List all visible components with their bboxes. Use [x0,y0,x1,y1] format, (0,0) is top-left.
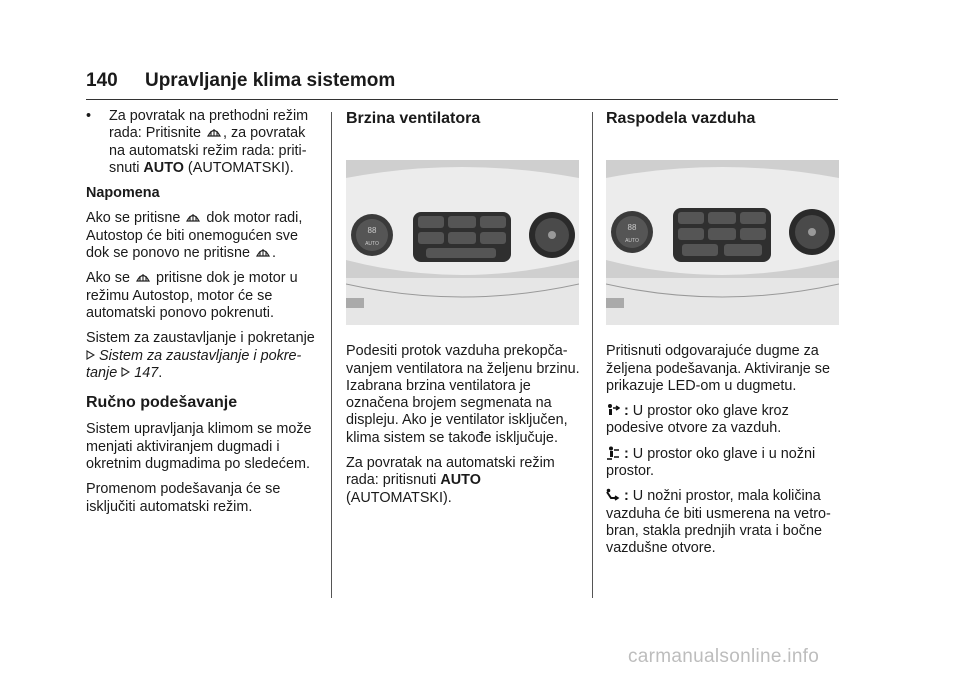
page-number: 140 [86,70,118,91]
paragraph: Podesiti protok vazduha prekopča-vanjem ventilatora na željenu brzinu. Izabrana brzina ventilatora je označena brojem segmenata na displeju. Ako je ventilator isključen, klima sistem se takođe isključuje. [346,343,580,446]
text: , za povratak na automatski režim rada: priti-snuti [109,125,307,176]
defrost-icon [207,125,221,139]
section-heading-fan-speed: Brzina ventilatora [346,110,481,127]
lcd-reading: 88 [367,226,377,236]
reference-arrow-icon [121,367,130,377]
text: Ako se pritisne [86,210,181,227]
watermark: carmanualsonline.info [628,646,820,667]
mode-colon: : [624,488,629,505]
climate-control-panel-photo [346,160,579,325]
bilevel-mode-icon [606,446,620,460]
text: (AUTOMATSKI). [187,159,294,176]
auto-knob-label: AUTO [625,238,639,245]
paragraph: Promenom podešavanja će se isključiti automatski režim. [86,481,281,515]
text: . [158,364,163,381]
lcd-reading: 88 [627,223,637,233]
defrost-icon [136,270,150,284]
note-heading: Napomena [86,185,160,202]
text: Za povratak na automatski režim rada: pritisnuti [346,455,555,489]
defrost-icon [256,245,270,259]
text: (AUTOMATSKI). [346,489,452,506]
column-divider-2 [592,112,593,598]
auto-label: AUTO [143,159,184,176]
column-2 [346,108,582,515]
column-1 [86,108,324,524]
section-heading-manual: Ručno podešavanje [86,394,238,412]
bullet-item [86,108,324,185]
text: . [272,245,277,262]
page-title: Upravljanje klima sistemom [144,70,396,91]
air-distribution-panel-photo [606,160,839,325]
header-rule [86,99,838,100]
auto-knob-label: AUTO [365,241,379,248]
defrost-icon [186,210,200,224]
text: U prostor oko glave i u nožni prostor. [606,445,816,480]
text: dok motor radi, Autostop će biti onemogućen sve dok se ponovo ne pritisne [86,210,303,262]
text: Sistem za zaustavljanje i pokretanje [86,330,315,347]
mode-colon: : [624,403,629,420]
text: Za povratak na prethodni režim rada: Pritisnite [109,108,309,142]
text: pritisne dok je motor u režimu Autostop, motor će se automatski ponovo pokrenuti. [86,270,298,321]
page-header [86,70,395,92]
column-divider-1 [331,112,332,598]
text: U prostor oko glave kroz podesive otvore za vazduh. [606,403,789,437]
column-3 [606,108,842,566]
paragraph: Sistem upravljanja klimom se može menjati aktiviranjem dugmadi i okretnim dugmadima po sledećem. [86,421,312,473]
bullet-mark: • [86,108,92,124]
cross-reference[interactable]: Sistem za zaustavljanje i pokre-tanje [86,347,302,381]
floor-mode-icon [606,488,620,502]
mode-colon: : [624,445,629,462]
vent-mode-icon [606,403,620,417]
auto-label: AUTO [440,472,481,489]
text: Ako se [86,270,130,287]
page-reference[interactable]: 147 [134,364,159,381]
section-heading-air-distribution: Raspodela vazduha [606,110,756,127]
text: U nožni prostor, mala količina vazduha će biti usmerena na vetro-bran, stakla prednjih vrata i bočne vazdušne otvore. [606,488,831,557]
paragraph: Pritisnuti odgovarajuće dugme za željena podešavanja. Aktiviranje se prikazuje LED-om u dugmetu. [606,343,830,394]
reference-arrow-icon [86,350,95,360]
